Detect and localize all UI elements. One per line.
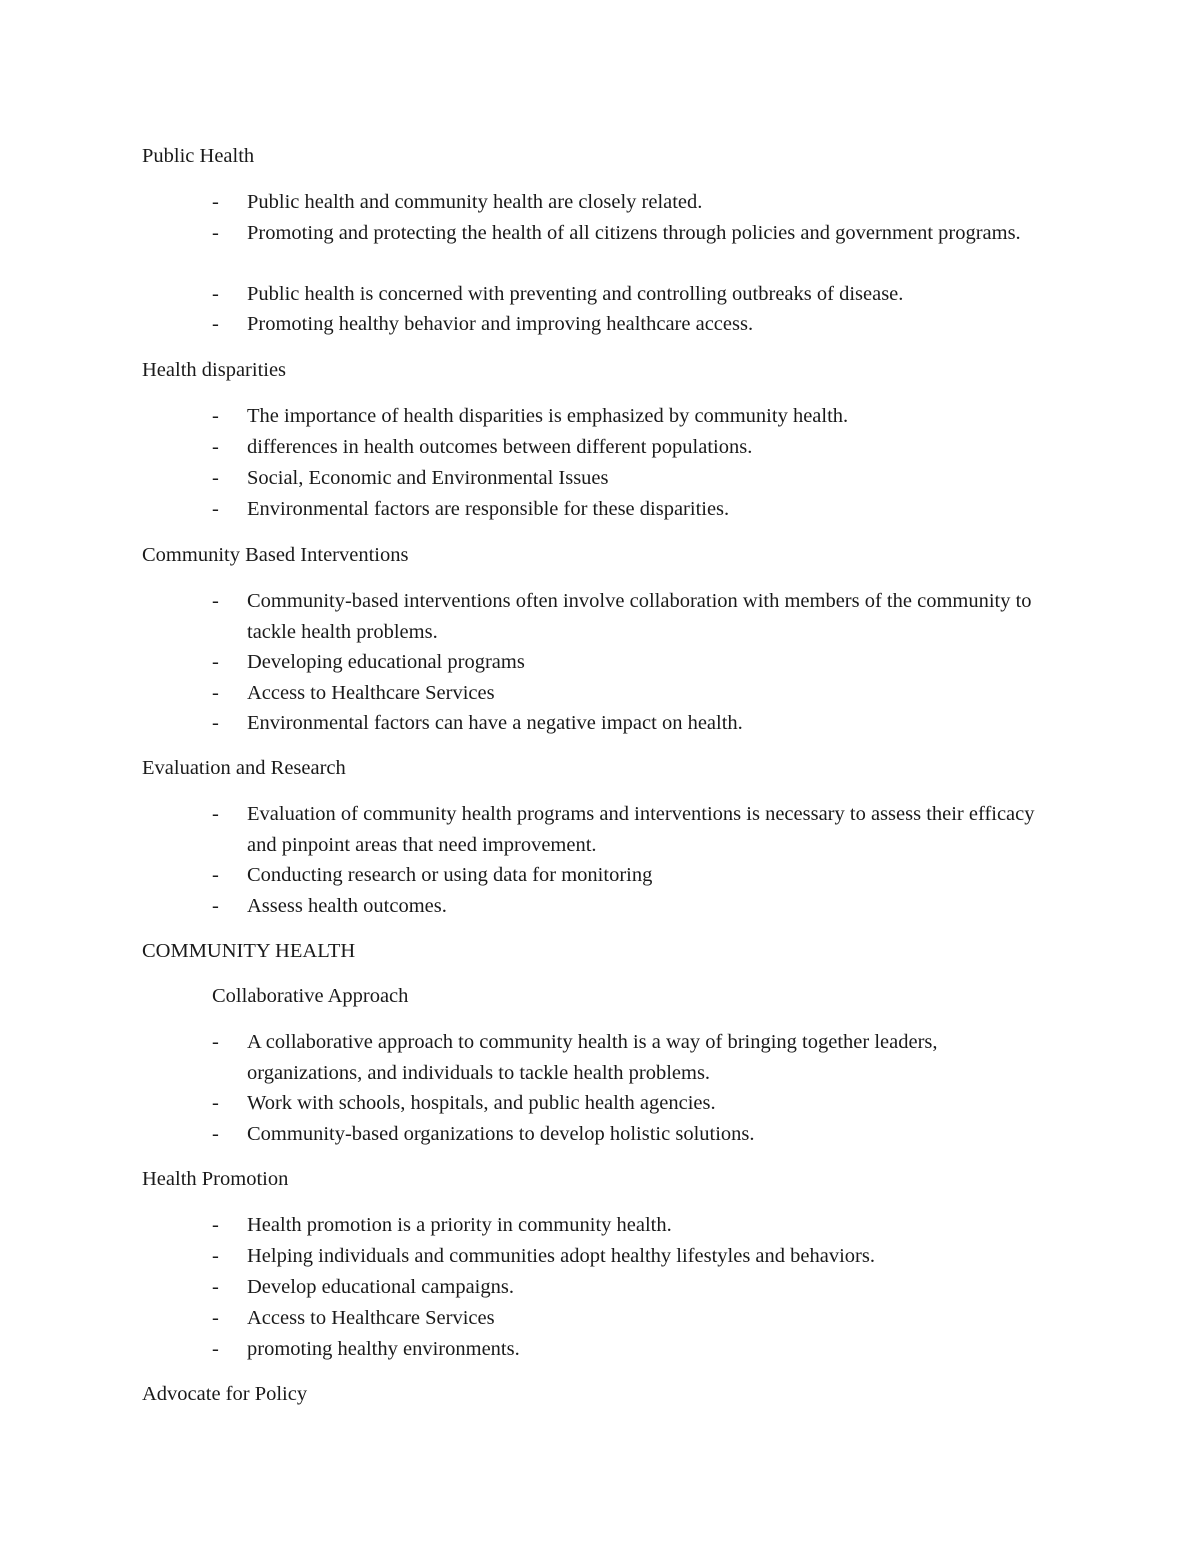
section-heading-community-based-interventions: Community Based Interventions <box>142 544 409 566</box>
list-item-text: Public health is concerned with preventing and controlling outbreaks of disease. <box>247 283 904 305</box>
list-item <box>212 708 1052 739</box>
list-item <box>212 309 1052 340</box>
list-item-text: Helping individuals and communities adopt healthy lifestyles and behaviors. <box>247 1245 875 1267</box>
list-item-text: differences in health outcomes between different populations. <box>247 436 753 458</box>
bullet-dash: - <box>212 651 219 673</box>
bullet-dash: - <box>212 1092 219 1114</box>
list-item <box>212 1241 1052 1272</box>
list-item-text: Access to Healthcare Services <box>247 682 495 704</box>
list-item <box>212 279 1052 310</box>
list-item <box>212 1334 1052 1365</box>
list-item <box>212 891 1052 922</box>
list-item-text: Environmental factors are responsible for these disparities. <box>247 498 730 520</box>
section-heading-public-health: Public Health <box>142 145 255 167</box>
list-item-text: Environmental factors can have a negative impact on health. <box>247 712 743 734</box>
list-item <box>212 218 1052 249</box>
list-item-text: Evaluation of community health programs and interventions is necessary to assess their efficacy and pinpoint areas that need improvement. <box>247 803 1035 856</box>
list-item-text: Assess health outcomes. <box>247 895 447 917</box>
list-item-text: Community-based organizations to develop holistic solutions. <box>247 1123 755 1145</box>
section-heading-community-health: COMMUNITY HEALTH <box>142 940 356 962</box>
bullet-dash: - <box>212 712 219 734</box>
list-item <box>212 187 1052 218</box>
list-item <box>212 860 1052 891</box>
list-item-text: Promoting and protecting the health of all citizens through policies and government programs. <box>247 222 1021 244</box>
list-item-text: Public health and community health are closely related. <box>247 191 703 213</box>
bullet-dash: - <box>212 467 219 489</box>
bullet-dash: - <box>212 1031 219 1053</box>
list-item-text: Work with schools, hospitals, and public health agencies. <box>247 1092 716 1114</box>
bullet-dash: - <box>212 1214 219 1236</box>
list-item <box>212 463 1052 494</box>
bullet-dash: - <box>212 222 219 244</box>
bullet-dash: - <box>212 1123 219 1145</box>
list-item <box>212 401 1052 432</box>
bullet-dash: - <box>212 682 219 704</box>
list-item-text: The importance of health disparities is emphasized by community health. <box>247 405 849 427</box>
list-item <box>212 1119 1052 1150</box>
list-item <box>212 678 1052 709</box>
bullet-dash: - <box>212 590 219 612</box>
list-item <box>212 799 1052 860</box>
bullet-dash: - <box>212 1338 219 1360</box>
list-item-text: Develop educational campaigns. <box>247 1276 514 1298</box>
bullet-dash: - <box>212 191 219 213</box>
list-item <box>212 1303 1052 1334</box>
bullet-dash: - <box>212 405 219 427</box>
list-item-text: Access to Healthcare Services <box>247 1307 495 1329</box>
bullet-dash: - <box>212 803 219 825</box>
bullet-dash: - <box>212 498 219 520</box>
section-heading-advocate-for-policy: Advocate for Policy <box>142 1383 308 1405</box>
bullet-dash: - <box>212 1276 219 1298</box>
list-item <box>212 1272 1052 1303</box>
list-item-text: Promoting healthy behavior and improving healthcare access. <box>247 313 754 335</box>
list-item-text: Social, Economic and Environmental Issues <box>247 467 609 489</box>
list-item-text: promoting healthy environments. <box>247 1338 520 1360</box>
bullet-dash: - <box>212 313 219 335</box>
section-heading-evaluation-and-research: Evaluation and Research <box>142 757 346 779</box>
bullet-dash: - <box>212 1307 219 1329</box>
list-item-text: Conducting research or using data for monitoring <box>247 864 653 886</box>
list-item <box>212 647 1052 678</box>
list-item <box>212 494 1052 525</box>
bullet-dash: - <box>212 895 219 917</box>
list-item-text: Developing educational programs <box>247 651 525 673</box>
bullet-dash: - <box>212 436 219 458</box>
list-item-text: Health promotion is a priority in community health. <box>247 1214 672 1236</box>
bullet-dash: - <box>212 864 219 886</box>
list-item <box>212 432 1052 463</box>
bullet-dash: - <box>212 1245 219 1267</box>
list-item-text: A collaborative approach to community health is a way of bringing together leaders, organizations, and individuals to tackle health problems. <box>247 1031 938 1084</box>
section-heading-health-promotion: Health Promotion <box>142 1168 289 1190</box>
list-item <box>212 1088 1052 1119</box>
list-item <box>212 586 1052 647</box>
list-item-text: Community-based interventions often involve collaboration with members of the community to tackle health problems. <box>247 590 1032 643</box>
bullet-dash: - <box>212 283 219 305</box>
subsection-heading-collaborative-approach: Collaborative Approach <box>212 985 409 1007</box>
section-heading-health-disparities: Health disparities <box>142 359 287 381</box>
list-item <box>212 1210 1052 1241</box>
list-item <box>212 1027 1052 1088</box>
